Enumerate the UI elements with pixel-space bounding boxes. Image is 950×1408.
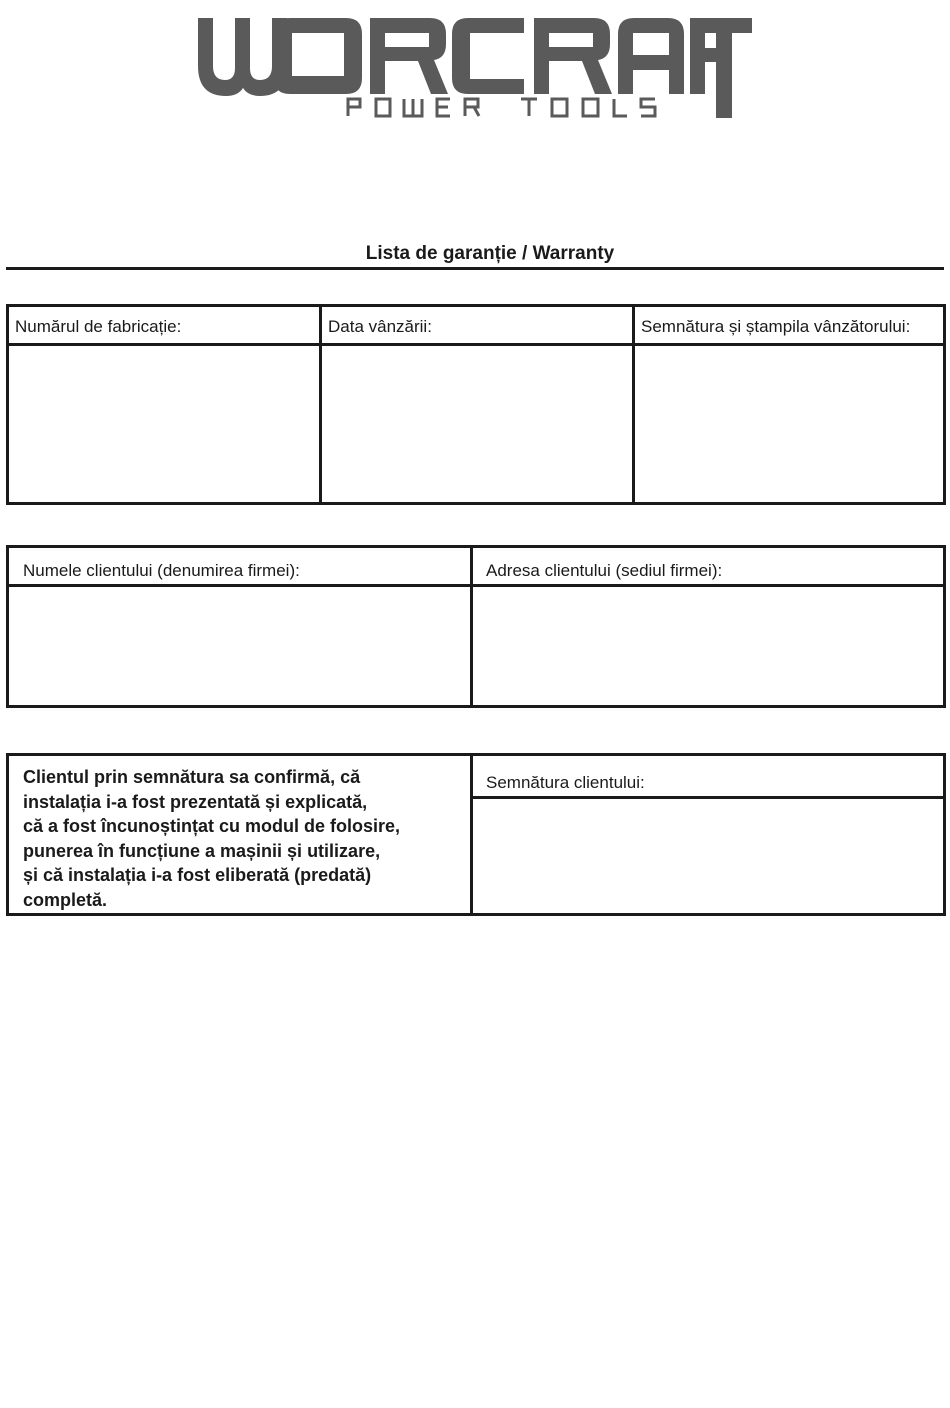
confirmation-statement bbox=[23, 765, 400, 912]
title-divider bbox=[6, 267, 944, 270]
client-info-table bbox=[6, 545, 946, 708]
worcraft-logo bbox=[198, 14, 754, 124]
client-address-label: Adresa clientului (sediul firmei): bbox=[486, 561, 723, 580]
sale-date-label: Data vânzării: bbox=[328, 317, 432, 336]
confirmation-line: instalația i-a fost prezentată și explicată, bbox=[23, 791, 368, 812]
client-signature-label: Semnătura clientului: bbox=[486, 773, 645, 792]
confirmation-line: completă. bbox=[23, 889, 108, 910]
confirmation-table bbox=[6, 753, 946, 916]
confirmation-line: Clientul prin semnătura sa confirmă, că bbox=[23, 767, 361, 787]
confirmation-line: și că instalația i-a fost eliberată (predată) bbox=[23, 865, 372, 885]
seller-signature-field[interactable] bbox=[635, 346, 943, 502]
client-name-field[interactable] bbox=[9, 587, 470, 705]
serial-number-field[interactable] bbox=[9, 346, 319, 502]
client-signature-field[interactable] bbox=[473, 799, 943, 913]
sale-date-field[interactable] bbox=[322, 346, 632, 502]
client-address-field[interactable] bbox=[473, 587, 943, 705]
serial-number-label: Numărul de fabricație: bbox=[15, 317, 182, 336]
confirmation-line: că a fost încunoștințat cu modul de folosire, bbox=[23, 816, 401, 836]
client-name-label: Numele clientului (denumirea firmei): bbox=[23, 561, 300, 580]
document-title: Lista de garanție / Warranty bbox=[365, 243, 615, 264]
product-info-table bbox=[6, 304, 946, 505]
confirmation-line: punerea în funcțiune a mașinii și utilizare, bbox=[23, 840, 381, 861]
seller-signature-label: Semnătura și ștampila vânzătorului: bbox=[641, 317, 911, 336]
